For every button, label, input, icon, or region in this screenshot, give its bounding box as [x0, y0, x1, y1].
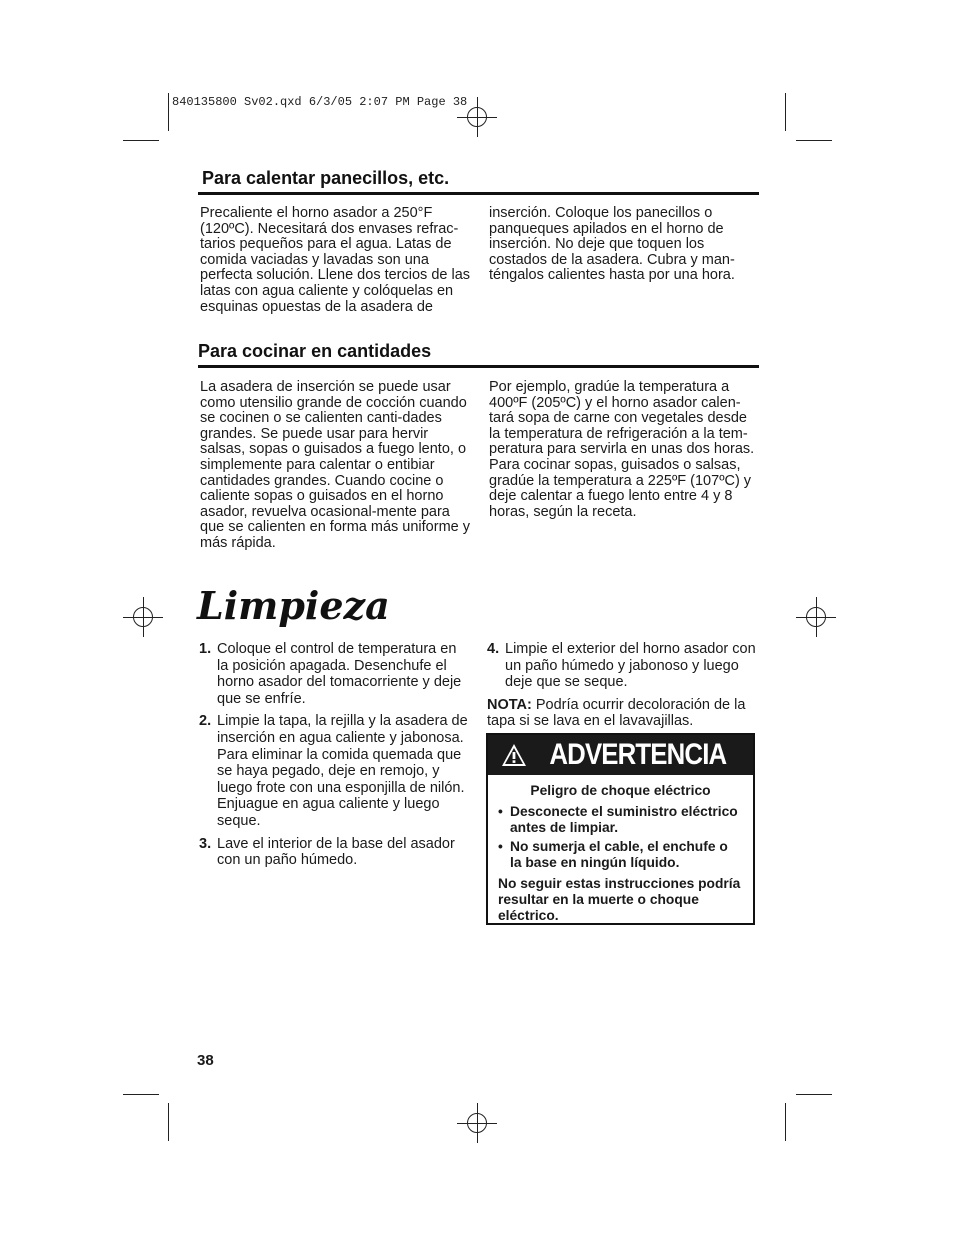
- warning-title: Peligro de choque eléctrico: [530, 783, 711, 798]
- step-number: 1.: [199, 641, 212, 657]
- crosshair-registration-icon: [796, 597, 836, 637]
- note-paragraph: [487, 697, 757, 730]
- section-heading-bulk-cooking: Para cocinar en cantidades: [198, 341, 432, 361]
- crop-mark: [785, 1103, 786, 1141]
- cleaning-title: Limpieza: [197, 583, 390, 628]
- step-text: Limpie el exterior del horno asador con un paño húmedo y jabonoso y luego deje que se seque.: [505, 641, 756, 691]
- warning-header-text: ADVERTENCIA: [549, 738, 726, 771]
- note-label: NOTA:: [487, 696, 532, 713]
- cleaning-steps-left: [199, 641, 471, 875]
- crop-mark: [123, 140, 159, 141]
- section-rule: [198, 192, 759, 195]
- cleaning-step: [199, 836, 471, 869]
- step-text: Coloque el control de temperatura en la posición apagada. Desenchufe el horno asador del tomacorriente y deje que se enfríe.: [217, 641, 462, 707]
- section-heading-warming: Para calentar panecillos, etc.: [202, 168, 450, 188]
- crop-mark: [796, 140, 832, 141]
- cleaning-step: [199, 641, 471, 707]
- crop-mark: [796, 1094, 832, 1095]
- crop-mark: [123, 1094, 159, 1095]
- cleaning-step: [199, 713, 471, 829]
- warning-bullets: [498, 804, 743, 871]
- page-number: 38: [197, 1052, 214, 1069]
- warning-bullet: • No sumerja el cable, el enchufe o la base en ningún líquido.: [498, 839, 743, 871]
- cleaning-steps-right: [487, 641, 757, 730]
- section1-column-right: inserción. Coloque los panecillos o panqueques apilados en el horno de inserción. No deje que toquen los costados de la asadera. Cubra y man-téngalos calientes hasta por una hora.: [489, 205, 735, 284]
- section2-column-right: Por ejemplo, gradúe la temperatura a 400ºF (205ºC) y el horno asador calen-tará sopa de carne con vegetales desde la temperatura de refrigeración a la tem-peratura para servirla en unas dos horas. Para cocinar sopas, guisados o salsas, gradúe la temperatura a 225ºF (107ºC) y deje calentar a fuego lento entre 4 y 8 horas, según la receta.: [489, 379, 755, 520]
- crop-mark: [785, 93, 786, 131]
- step-number: 4.: [487, 641, 500, 657]
- crosshair-registration-icon: [123, 597, 163, 637]
- section1-column-left: Precaliente el horno asador a 250°F (120ºC). Necesitará dos envases refrac-tarios pequeños para el agua. Latas de comida vaciadas y lavadas son una perfecta solución. Llene dos tercios de las latas con agua caliente y colóquelas en esquinas opuestas de la asadera de: [200, 205, 471, 315]
- warning-body: [488, 775, 753, 923]
- crop-mark: [168, 93, 169, 131]
- note-text: Podría ocurrir decoloración de la tapa si se lava en el lavavajillas.: [487, 696, 746, 730]
- step-text: Limpie la tapa, la rejilla y la asadera de inserción en agua caliente y jabonosa. Para eliminar la comida quemada que se haya pegado, deje en remojo, y luego frote con una esponjilla de nilón. Enjuague en agua caliente y luego seque.: [217, 713, 468, 829]
- crop-mark: [168, 1103, 169, 1141]
- warning-bullet: • Desconecte el suministro eléctrico antes de limpiar.: [498, 804, 743, 836]
- crosshair-registration-icon: [457, 97, 497, 137]
- step-number: 3.: [199, 835, 212, 852]
- step-text: Lave el interior de la base del asador con un paño húmedo.: [217, 835, 455, 869]
- cleaning-step: [487, 641, 757, 691]
- warning-footer: No seguir estas instrucciones podría resultar en la muerte o choque eléctrico.: [498, 875, 741, 923]
- crosshair-registration-icon: [457, 1103, 497, 1143]
- warning-header: [488, 735, 753, 775]
- warning-triangle-icon: [501, 743, 527, 767]
- file-slug-line: 840135800 Sv02.qxd 6/3/05 2:07 PM Page 38: [172, 95, 468, 109]
- warning-box: [486, 733, 755, 925]
- section-rule: [198, 365, 759, 368]
- section2-column-left: La asadera de inserción se puede usar como utensilio grande de cocción cuando se cocinen o se calienten canti-dades grandes. Se puede usar para hervir salsas, sopas o guisados a fuego lento, o simplemente para calentar o entibiar cantidades grandes. Cuando cocine o caliente sopas o guisados en el horno asador, revuelva ocasional-mente para que se calienten en forma más uniforme y más rápida.: [200, 379, 470, 551]
- step-number: 2.: [199, 713, 212, 730]
